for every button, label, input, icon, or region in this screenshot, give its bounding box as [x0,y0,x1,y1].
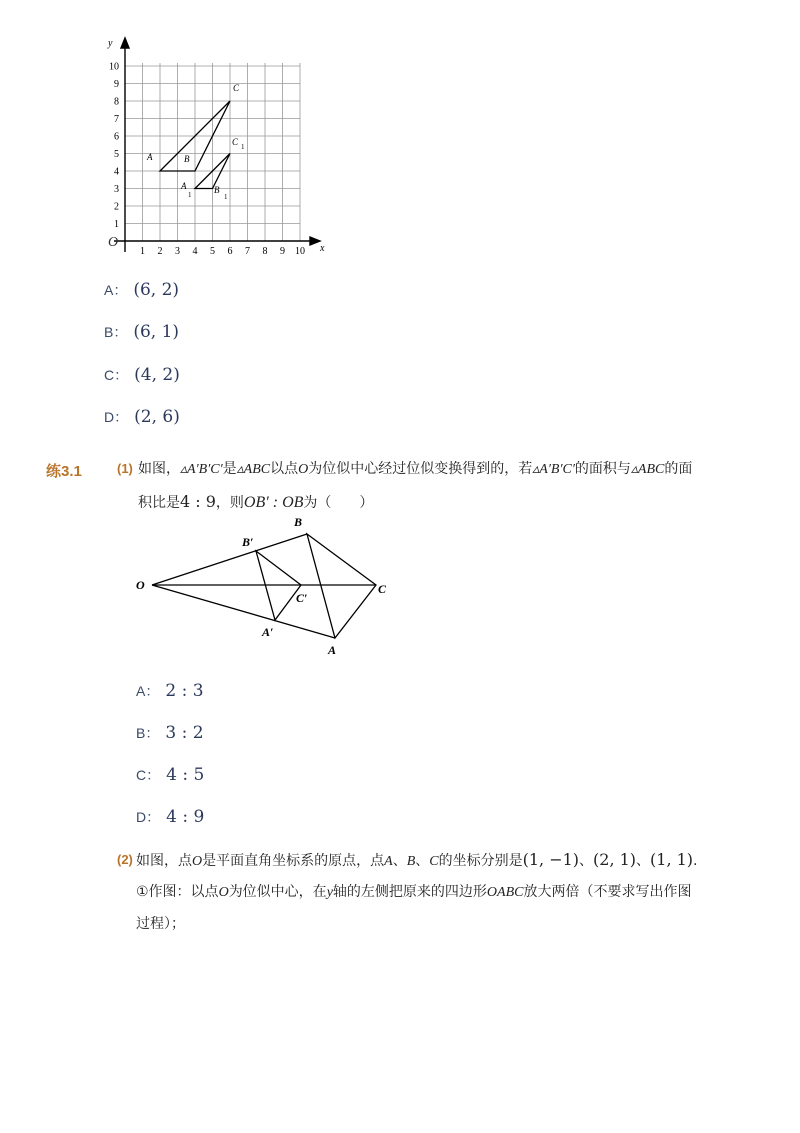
option-label: A： [136,683,160,699]
part1-number: (1) [117,461,133,476]
triangle-abc [307,534,376,638]
option-a[interactable] [104,280,179,300]
part1-line1: 如图，▵A′B′C′是▵ABC以点O为位似中心经过位似变换得到的，若▵A′B′C′的面积与▵ABC的面 [138,461,693,477]
y-tick: 10 [109,61,119,73]
coordinate-grid-figure [100,30,330,260]
part1-option-b[interactable] [136,723,204,743]
point-label-c-prime: C′ [296,591,308,605]
y-tick: 3 [114,184,119,195]
x-tick: 4 [192,246,198,257]
y-axis-label: y [108,38,113,49]
option-value: (6, 2) [133,280,180,300]
option-d[interactable] [104,407,180,427]
point-label-a: A [328,643,337,657]
option-b[interactable] [104,322,179,342]
y-tick: 2 [114,201,119,213]
origin-label: O [108,235,119,250]
part1-option-a[interactable] [136,681,204,701]
option-value: 3 : 2 [165,723,204,743]
option-label: B： [104,324,128,340]
option-value: 4 : 9 [166,807,205,827]
y-tick: 6 [114,131,119,143]
part2-line2: ①作图：以点O为位似中心，在y轴的左侧把原来的四边形OABC放大两倍（不要求写出作图 [136,884,692,900]
y-axis-arrow [121,38,129,48]
x-axis-label: x [320,243,325,254]
option-label: D： [104,409,129,425]
option-label: C： [136,767,161,783]
point-label-b1: B [214,185,220,195]
point-label-o: O [136,578,145,592]
point-label-c: C [378,582,387,596]
point-label-a1-sub: 1 [188,191,192,199]
x-tick: 3 [175,246,180,257]
x-tick: 2 [157,246,163,257]
point-label-c1: C [232,137,239,147]
y-tick: 5 [114,149,119,160]
homothety-figure [130,512,400,662]
x-tick: 6 [227,246,233,257]
y-tick: 4 [114,166,119,178]
part2-number: (2) [117,852,133,867]
part2-line1: 如图，点O是平面直角坐标系的原点，点A、B、C的坐标分别是(1, −1)、(2, 1)、(1, 1). [136,850,698,869]
x-axis-arrow [310,237,320,245]
option-label: D： [136,809,161,825]
point-label-b: B [294,515,303,529]
point-label-a1: A [181,181,187,191]
x-tick: 10 [295,246,305,257]
x-tick: 9 [280,246,285,257]
part1-line2: 积比是4 : 9，则OB′ : OB为（ ） [138,492,374,511]
segment-oa [152,585,335,638]
y-tick: 8 [114,96,119,108]
point-label-a-prime: A′ [262,625,274,639]
y-tick: 9 [114,79,119,90]
option-label: A： [104,282,128,298]
point-label-c1-sub: 1 [241,143,245,151]
option-value: (4, 2) [134,365,180,385]
part1-option-d[interactable] [136,807,204,827]
point-label-c: C [233,83,240,93]
part2-line3: 过程）； [136,916,185,932]
option-c[interactable] [104,365,180,385]
x-tick: 7 [245,246,250,257]
option-value: 4 : 5 [166,765,205,785]
exercise-tag: 练3.1 [46,463,82,480]
x-tick: 5 [210,246,215,257]
option-label: C： [104,367,129,383]
part1-option-c[interactable] [136,765,204,785]
y-tick: 1 [114,219,119,230]
y-tick: 7 [114,114,119,125]
segment-ob [152,534,307,585]
x-tick: 8 [262,246,268,257]
option-label: B： [136,725,160,741]
x-tick: 1 [140,246,145,257]
point-label-b-prime: B′ [242,535,254,549]
option-value: (6, 1) [133,322,180,342]
option-value: 2 : 3 [165,681,204,701]
option-value: (2, 6) [134,407,180,427]
point-label-a: A [147,152,153,162]
point-label-b1-sub: 1 [224,193,228,201]
point-label-b: B [184,154,190,164]
